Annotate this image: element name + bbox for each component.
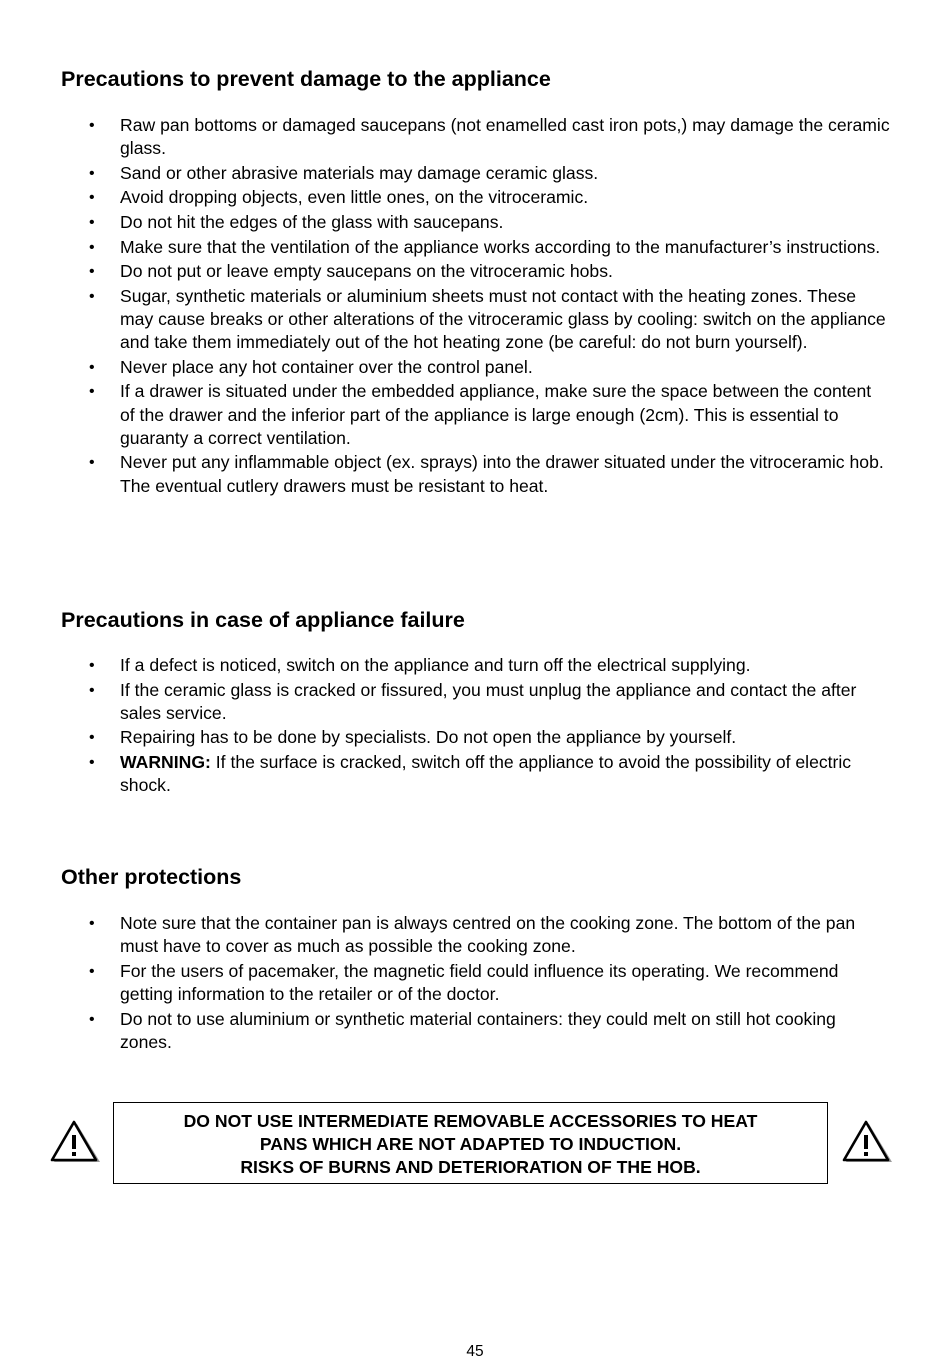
list-item: • Do not put or leave empty saucepans on the vitroceramic hobs.: [0, 260, 890, 283]
bullet: •: [89, 238, 95, 256]
list-item: • For the users of pacemaker, the magnetic field could influence its operating. We recommend getting information to the retailer or of the doctor.: [89, 960, 839, 1004]
section-heading-failure: Precautions in case of appliance failure: [61, 608, 465, 632]
list-item: • If a defect is noticed, switch on the appliance and turn off the electrical supplying.: [0, 654, 890, 677]
bullet: •: [89, 1010, 95, 1028]
warning-list-item: [0, 751, 890, 797]
bullet: •: [89, 753, 95, 771]
warning-text: If the surface is cracked, switch off the appliance to avoid the possibility of electric shock.: [120, 751, 852, 796]
warning-line: RISKS OF BURNS AND DETERIORATION OF THE HOB.: [240, 1157, 701, 1177]
list-item: • Sand or other abrasive materials may damage ceramic glass.: [0, 162, 890, 185]
warning-line: DO NOT USE INTERMEDIATE REMOVABLE ACCESSORIES TO HEAT: [183, 1111, 758, 1131]
warning-triangle-icon: [50, 1120, 102, 1164]
list-item: • Sugar, synthetic materials or aluminium sheets must not contact with the heating zones. These may cause breaks or other alterations of the vitroceramic glass by cooling: switch on the appliance and take them immediately out of the hot heating zone (be careful: do not burn yourself).: [89, 285, 886, 353]
list-item: • If a drawer is situated under the embedded appliance, make sure the space between the content of the drawer and the inferior part of the appliance is large enough (2cm). This is essential to guaranty a correct ventilation.: [89, 381, 872, 448]
bullet: •: [89, 117, 95, 134]
bullet: •: [89, 657, 95, 674]
bullet: •: [89, 729, 95, 747]
list-item: • Avoid dropping objects, even little ones, on the vitroceramic.: [0, 186, 890, 209]
list-item: • If the ceramic glass is cracked or fissured, you must unplug the appliance and contact the after sales service.: [89, 679, 857, 723]
section-heading-damage: Precautions to prevent damage to the appliance: [61, 67, 551, 91]
bullet: •: [89, 164, 95, 182]
bullet: •: [89, 454, 95, 472]
damage-precautions-list: [0, 114, 950, 499]
list-item: • Note sure that the container pan is always centred on the cooking zone. The bottom of the pan must have to cover as much as possible the cooking zone.: [89, 913, 856, 957]
bullet: •: [89, 681, 95, 699]
list-item: • Do not hit the edges of the glass with saucepans.: [0, 211, 890, 234]
list-item: • Never place any hot container over the control panel.: [0, 356, 890, 379]
bullet: •: [89, 287, 95, 305]
other-protections-list: [0, 912, 950, 1055]
bullet: •: [89, 189, 95, 207]
failure-precautions-list: [0, 654, 950, 799]
warning-label: WARNING:: [120, 751, 211, 772]
bullet: •: [89, 213, 95, 231]
list-item: • Never put any inflammable object (ex. sprays) into the drawer situated under the vitroceramic hob. The eventual cutlery drawers must be resistant to heat.: [89, 452, 884, 496]
bullet: •: [89, 915, 95, 932]
list-item: • Make sure that the ventilation of the appliance works according to the manufacturer’s instructions.: [0, 236, 890, 259]
list-item: • Repairing has to be done by specialists. Do not open the appliance by yourself.: [0, 726, 890, 749]
page-number: 45: [466, 1343, 484, 1360]
bullet: •: [89, 383, 95, 401]
bullet: •: [89, 263, 95, 281]
warning-line: PANS WHICH ARE NOT ADAPTED TO INDUCTION.: [259, 1134, 682, 1154]
list-item: • Do not to use aluminium or synthetic material containers: they could melt on still hot cooking zones.: [89, 1008, 836, 1052]
induction-warning-box: [113, 1102, 828, 1184]
section-heading-other: Other protections: [61, 865, 242, 889]
list-item: • Raw pan bottoms or damaged saucepans (not enamelled cast iron pots,) may damage the ceramic glass.: [89, 115, 890, 159]
bullet: •: [89, 962, 95, 980]
warning-triangle-icon: [842, 1120, 894, 1164]
bullet: •: [89, 358, 95, 376]
